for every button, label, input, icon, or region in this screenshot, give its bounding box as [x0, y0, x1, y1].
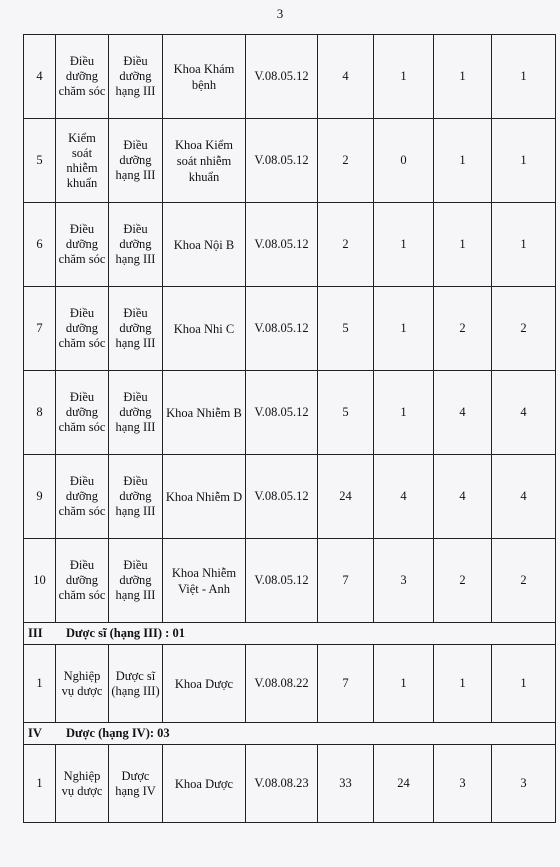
row-number-cell: 9 [24, 455, 56, 539]
grade-code-cell: V.08.05.12 [246, 539, 318, 623]
department-cell: Khoa Nhi C [163, 287, 246, 371]
count-cell-4: 2 [492, 287, 556, 371]
page-number: 3 [276, 6, 284, 21]
count-cell-4: 1 [492, 203, 556, 287]
position-title-cell: Điều dưỡng chăm sóc [56, 371, 109, 455]
row-number-cell: 5 [24, 119, 56, 203]
row-number-cell: 4 [24, 35, 56, 119]
position-title-cell: Điều dưỡng chăm sóc [56, 203, 109, 287]
position-title-cell: Điều dưỡng chăm sóc [56, 539, 109, 623]
job-grade-cell: Điều dưỡng hạng III [109, 119, 163, 203]
section-header-cell [24, 623, 556, 645]
row-number-cell: 8 [24, 371, 56, 455]
position-title-cell: Điều dưỡng chăm sóc [56, 35, 109, 119]
department-cell: Khoa Nhiễm D [163, 455, 246, 539]
count-cell-2: 1 [374, 645, 434, 723]
job-grade-cell: Điều dưỡng hạng III [109, 455, 163, 539]
grade-code-cell: V.08.05.12 [246, 35, 318, 119]
table-row [24, 119, 556, 203]
grade-code-cell: V.08.05.12 [246, 371, 318, 455]
table-row [24, 287, 556, 371]
count-cell-1: 7 [318, 645, 374, 723]
count-cell-4: 1 [492, 645, 556, 723]
table-row [24, 645, 556, 723]
section-number: IV [28, 726, 42, 740]
count-cell-2: 1 [374, 203, 434, 287]
grade-code-cell: V.08.08.23 [246, 745, 318, 823]
table-row [24, 371, 556, 455]
count-cell-1: 2 [318, 203, 374, 287]
count-cell-2: 1 [374, 35, 434, 119]
department-cell: Khoa Nhiễm B [163, 371, 246, 455]
department-cell: Khoa Khám bệnh [163, 35, 246, 119]
position-title-cell: Kiểm soát nhiễm khuẩn [56, 119, 109, 203]
row-number-cell: 1 [24, 745, 56, 823]
section-header-row [24, 723, 556, 745]
count-cell-3: 1 [434, 35, 492, 119]
section-header-row [24, 623, 556, 645]
job-grade-cell: Điều dưỡng hạng III [109, 35, 163, 119]
count-cell-4: 4 [492, 455, 556, 539]
position-title-cell: Điều dưỡng chăm sóc [56, 455, 109, 539]
grade-code-cell: V.08.05.12 [246, 455, 318, 539]
department-cell: Khoa Dược [163, 745, 246, 823]
count-cell-3: 4 [434, 371, 492, 455]
staffing-table [23, 34, 556, 823]
count-cell-1: 33 [318, 745, 374, 823]
count-cell-1: 5 [318, 287, 374, 371]
department-cell: Khoa Nhiễm Việt - Anh [163, 539, 246, 623]
count-cell-4: 4 [492, 371, 556, 455]
job-grade-cell: Dược hạng IV [109, 745, 163, 823]
count-cell-4: 2 [492, 539, 556, 623]
row-number-cell: 7 [24, 287, 56, 371]
section-number: III [28, 626, 43, 640]
position-title-cell: Nghiệp vụ dược [56, 745, 109, 823]
job-grade-cell: Điều dưỡng hạng III [109, 539, 163, 623]
position-title-cell: Nghiệp vụ dược [56, 645, 109, 723]
count-cell-2: 4 [374, 455, 434, 539]
row-number-cell: 1 [24, 645, 56, 723]
section-label: Dược (hạng IV): 03 [66, 726, 170, 740]
department-cell: Khoa Dược [163, 645, 246, 723]
grade-code-cell: V.08.05.12 [246, 287, 318, 371]
count-cell-4: 3 [492, 745, 556, 823]
count-cell-4: 1 [492, 35, 556, 119]
row-number-cell: 10 [24, 539, 56, 623]
count-cell-1: 5 [318, 371, 374, 455]
count-cell-3: 1 [434, 119, 492, 203]
table-row [24, 539, 556, 623]
count-cell-1: 24 [318, 455, 374, 539]
job-grade-cell: Điều dưỡng hạng III [109, 371, 163, 455]
count-cell-3: 2 [434, 287, 492, 371]
job-grade-cell: Điều dưỡng hạng III [109, 203, 163, 287]
count-cell-3: 1 [434, 645, 492, 723]
section-header-cell [24, 723, 556, 745]
count-cell-3: 2 [434, 539, 492, 623]
table-row [24, 455, 556, 539]
count-cell-1: 7 [318, 539, 374, 623]
job-grade-cell: Điều dưỡng hạng III [109, 287, 163, 371]
department-cell: Khoa Nội B [163, 203, 246, 287]
count-cell-2: 0 [374, 119, 434, 203]
count-cell-2: 1 [374, 371, 434, 455]
count-cell-3: 4 [434, 455, 492, 539]
grade-code-cell: V.08.05.12 [246, 203, 318, 287]
table-body [24, 35, 556, 823]
row-number-cell: 6 [24, 203, 56, 287]
grade-code-cell: V.08.05.12 [246, 119, 318, 203]
table-row [24, 35, 556, 119]
grade-code-cell: V.08.08.22 [246, 645, 318, 723]
count-cell-1: 2 [318, 119, 374, 203]
count-cell-4: 1 [492, 119, 556, 203]
count-cell-2: 3 [374, 539, 434, 623]
department-cell: Khoa Kiểm soát nhiễm khuẩn [163, 119, 246, 203]
count-cell-3: 3 [434, 745, 492, 823]
count-cell-1: 4 [318, 35, 374, 119]
count-cell-3: 1 [434, 203, 492, 287]
count-cell-2: 24 [374, 745, 434, 823]
count-cell-2: 1 [374, 287, 434, 371]
table-row [24, 203, 556, 287]
section-label: Dược sĩ (hạng III) : 01 [66, 626, 185, 640]
position-title-cell: Điều dưỡng chăm sóc [56, 287, 109, 371]
table-row [24, 745, 556, 823]
job-grade-cell: Dược sĩ (hạng III) [109, 645, 163, 723]
